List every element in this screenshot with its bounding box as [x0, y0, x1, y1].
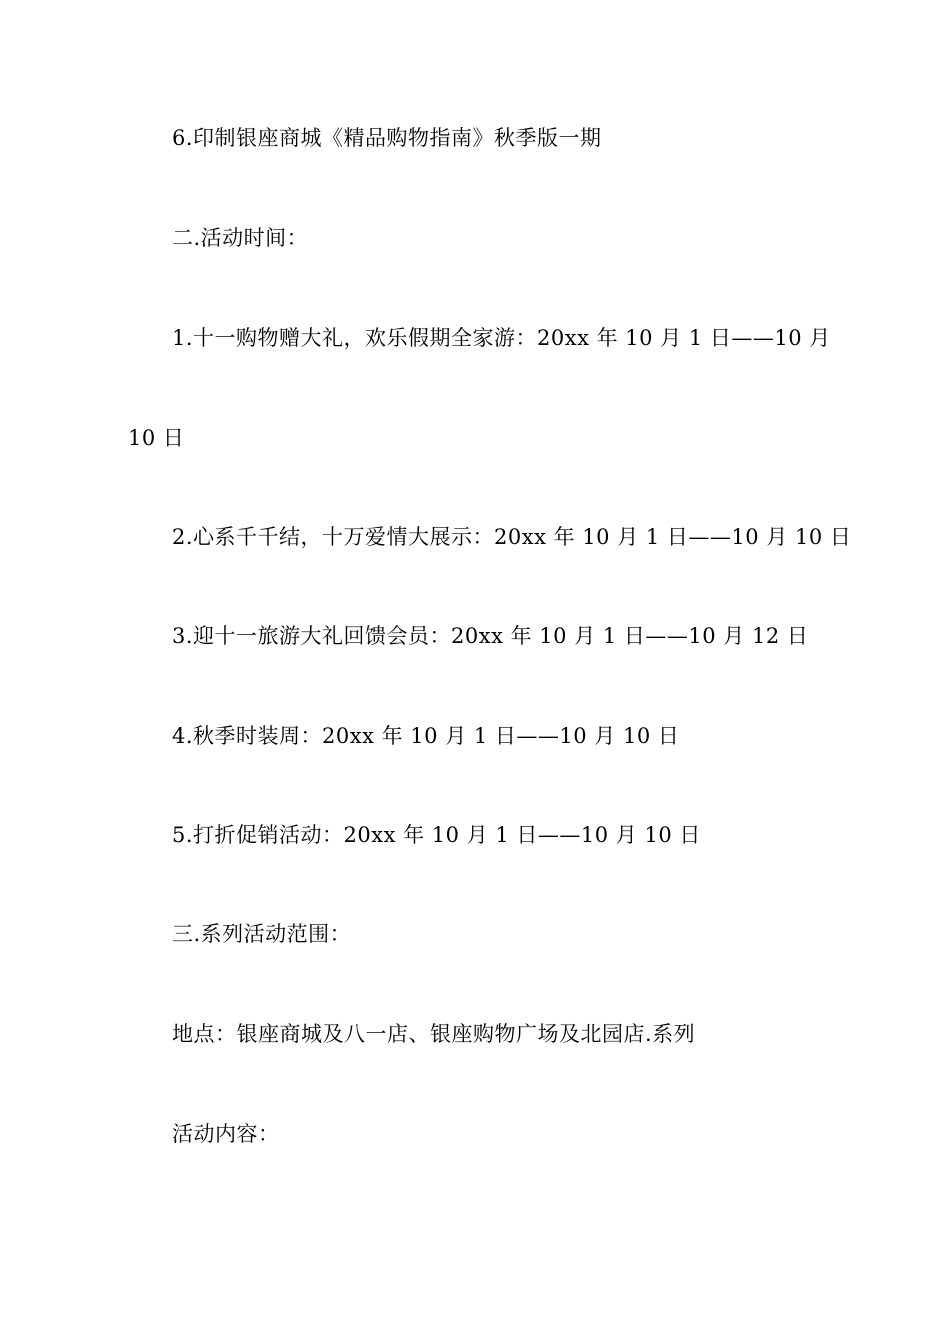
item-print-shopping-guide: 6.印制银座商城《精品购物指南》秋季版一期 [172, 126, 602, 150]
activity-content-label: 活动内容： [172, 1122, 280, 1146]
time-item-2: 2.心系千千结，十万爱情大展示：20xx 年 10 月 1 日——10 月 10 日 [172, 525, 852, 549]
time-item-4: 4.秋季时装周：20xx 年 10 月 1 日——10 月 10 日 [172, 724, 680, 748]
section-heading-activity-scope: 三.系列活动范围： [172, 922, 352, 946]
section-heading-activity-time: 二.活动时间： [172, 226, 309, 250]
time-item-3: 3.迎十一旅游大礼回馈会员：20xx 年 10 月 1 日——10 月 12 日 [172, 624, 809, 648]
location-line: 地点：银座商城及八一店、银座购物广场及北园店.系列 [172, 1022, 696, 1046]
time-item-5: 5.打折促销活动：20xx 年 10 月 1 日——10 月 10 日 [172, 823, 701, 847]
time-item-1: 1.十一购物赠大礼，欢乐假期全家游：20xx 年 10 月 1 日——10 月 [172, 326, 831, 350]
time-item-1-continuation: 10 日 [128, 426, 185, 450]
